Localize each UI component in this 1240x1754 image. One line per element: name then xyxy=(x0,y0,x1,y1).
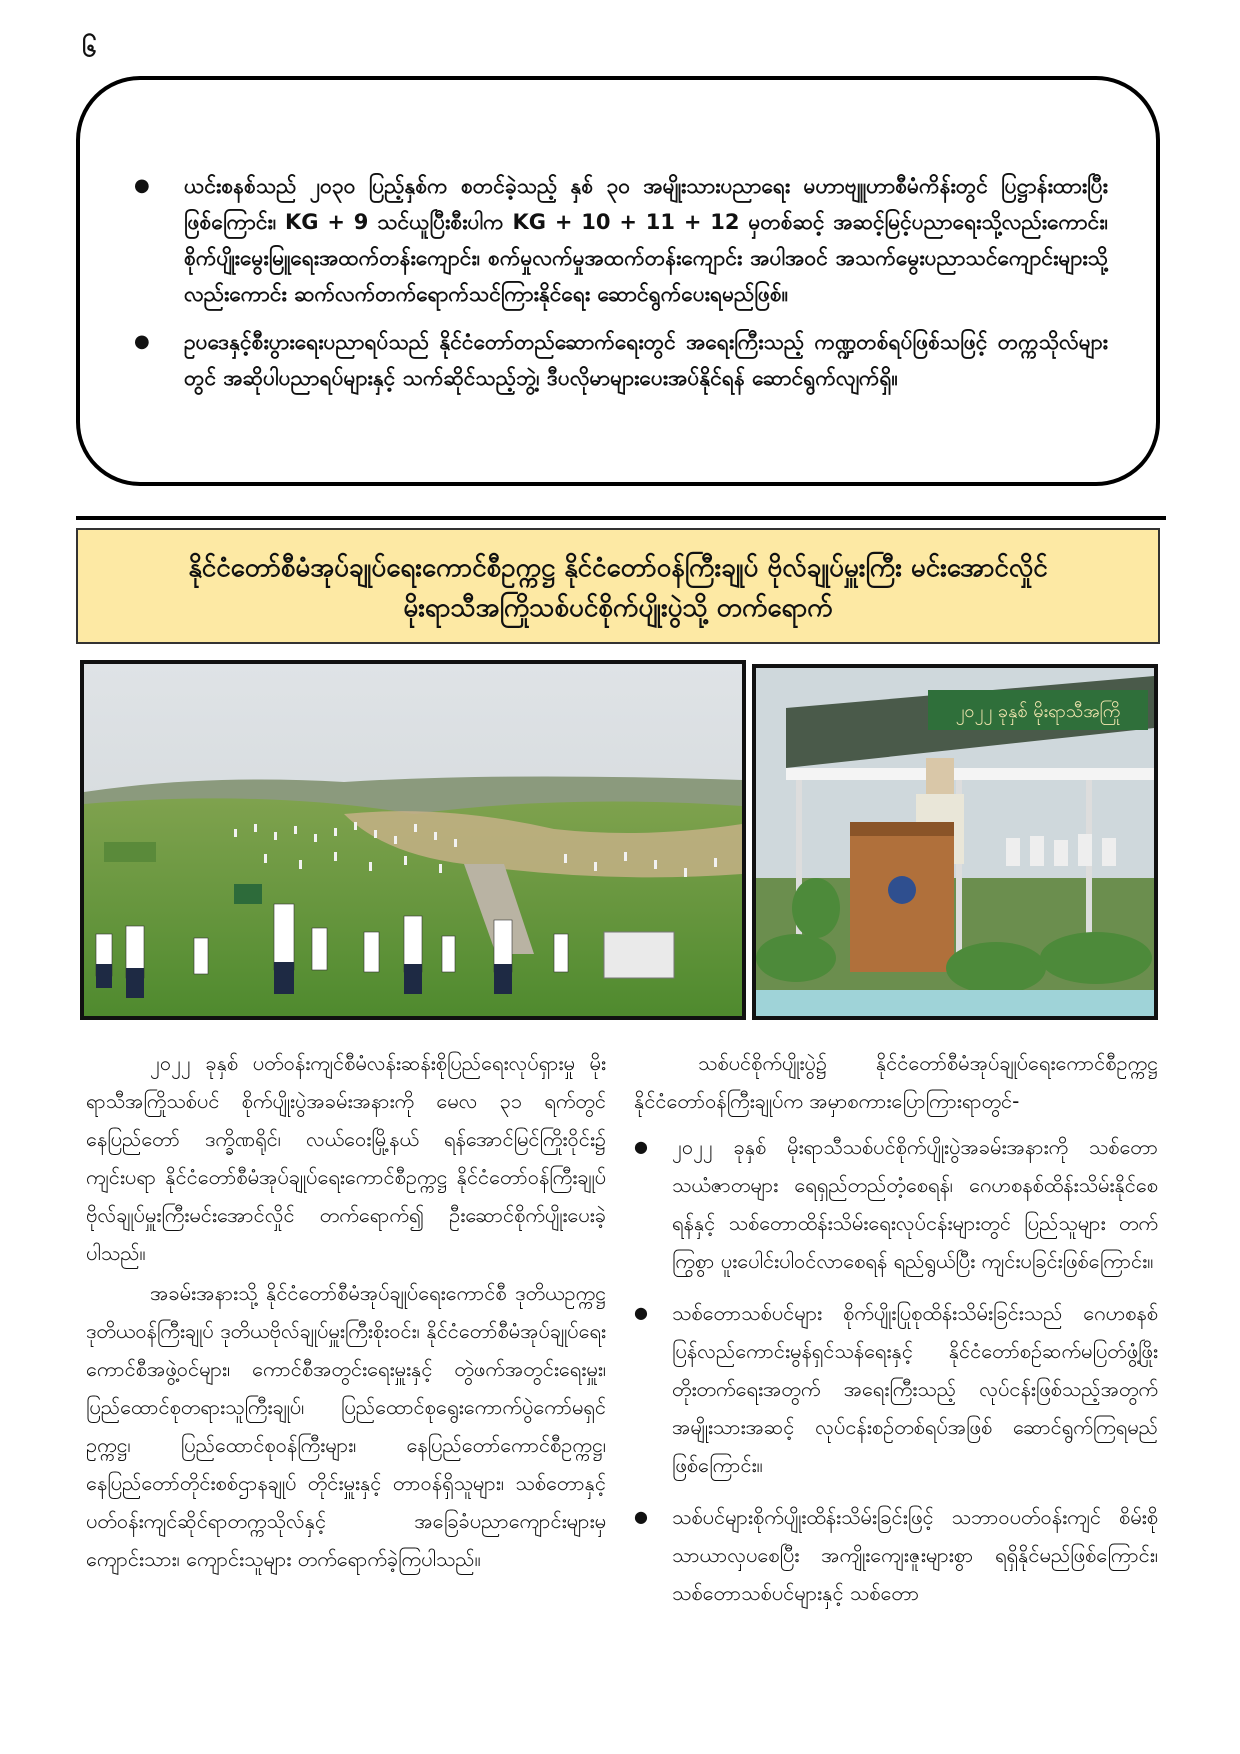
right-column xyxy=(634,1044,1158,1626)
podium-photo-illustration xyxy=(756,668,1154,1016)
photo-tree-planting-field xyxy=(80,660,746,1020)
page-number: ၆ xyxy=(82,33,97,63)
section-divider xyxy=(76,516,1166,520)
summary-bullet: ● ဥပဒေနှင့်စီးပွားရေးပညာရပ်သည် နိုင်ငံတော်တည်ဆောက်ရေးတွင် အရေးကြီးသည့် ကဏ္ဍတစ်ရပ်ဖြစ်သဖြင့် တက္ကသိုလ်များတွင် အဆိုပါပညာရပ်များနှင့် သက်ဆိုင်သည့်ဘွဲ့၊ ဒီပလိုမာများပေးအပ်နိုင်ရန် ဆောင်ရွက်လျက်ရှိ။ xyxy=(128,324,1108,396)
left-column xyxy=(86,1044,606,1580)
summary-bullet: ● ယင်းစနစ်သည် ၂၀၃၀ ပြည့်နှစ်က စတင်ခဲ့သည့် နှစ် ၃၀ အမျိုးသားပညာရေး မဟာဗျူဟာစီမံကိန်းတွင် ပြဋ္ဌာန်းထားပြီးဖြစ်ကြောင်း၊ KG + 9 သင်ယူပြီးစီးပါက KG + 10 + 11 + 12 မှတစ်ဆင့် အဆင့်မြင့်ပညာရေးသို့လည်းကောင်း၊ စိုက်ပျိုးမွေးမြူရေးအထက်တန်းကျောင်း၊ စက်မှုလက်မှုအထက်တန်းကျောင်း အပါအဝင် အသက်မွေးပညာသင်ကျောင်းများသို့လည်းကောင်း ဆက်လက်တက်ရောက်သင်ကြားနိုင်ရေး ဆောင်ရွက်ပေးရမည်ဖြစ်။ xyxy=(128,168,1108,312)
photo-speaker-podium xyxy=(752,664,1158,1020)
headline-line-1: နိုင်ငံတော်စီမံအုပ်ချုပ်ရေးကောင်စီဥက္ကဋ္ဌ နိုင်ငံတော်ဝန်ကြီးချုပ် ဗိုလ်ချုပ်မှူးကြီး မင်းအောင်လှိုင် xyxy=(188,553,1048,583)
body-paragraph: ၂၀၂၂ ခုနှစ် ပတ်ဝန်းကျင်စီမံလန်းဆန်းစိုပြည်ရေးလုပ်ရှားမှု မိုးရာသီအကြိုသစ်ပင် စိုက်ပျိုးပွဲအခမ်းအနားကို မေလ ၃၁ ရက်တွင် နေပြည်တော် ဒက္ခိဏရိုင်၊ လယ်ဝေးမြို့နယ် ရန်အောင်မြင်ကြိုးဝိုင်း၌ ကျင်းပရာ နိုင်ငံတော်စီမံအုပ်ချုပ်ရေးကောင်စီဥက္ကဋ္ဌ နိုင်ငံတော်ဝန်ကြီးချုပ် ဗိုလ်ချုပ်မှူးကြီးမင်းအောင်လှိုင် တက်ရောက်၍ ဦးဆောင်စိုက်ပျိုးပေးခဲ့ပါသည်။ xyxy=(86,1051,606,1265)
article-headline xyxy=(76,528,1160,644)
summary-box xyxy=(76,76,1160,486)
speech-bullet: ● ၂၀၂၂ ခုနှစ် မိုးရာသီသစ်ပင်စိုက်ပျိုးပွဲအခမ်းအနားကို သစ်တောသယံဇာတများ ရေရှည်တည်တံ့စေရန်၊ ဂေဟစနစ်ထိန်းသိမ်းနိုင်စေရန်နှင့် သစ်တောထိန်းသိမ်းရေးလုပ်ငန်းများတွင် ပြည်သူများ တက်ကြွစွာ ပူးပေါင်းပါဝင်လာစေရန် ရည်ရွယ်ပြီး ကျင်းပခြင်းဖြစ်ကြောင်း။ xyxy=(634,1128,1158,1280)
speech-bullet: ● သစ်တောသစ်ပင်များ စိုက်ပျိုးပြုစုထိန်းသိမ်းခြင်းသည် ဂေဟစနစ် ပြန်လည်ကောင်းမွန်ရှင်သန်ရေးနှင့် နိုင်ငံတော်စဉ်ဆက်မပြတ်ဖွံ့ဖြိုးတိုးတက်ရေးအတွက် အရေးကြီးသည့် လုပ်ငန်းဖြစ်သည့်အတွက် အမျိုးသားအဆင့် လုပ်ငန်းစဉ်တစ်ရပ်အဖြစ် ဆောင်ရွက်ကြရမည်ဖြစ်ကြောင်း။ xyxy=(634,1294,1158,1484)
body-paragraph-intro: သစ်ပင်စိုက်ပျိုးပွဲ၌ နိုင်ငံတော်စီမံအုပ်ချုပ်ရေးကောင်စီဥက္ကဋ္ဌ နိုင်ငံတော်ဝန်ကြီးချုပ်က အမှာစကားပြောကြားရာတွင်- xyxy=(634,1051,1158,1113)
field-photo-illustration xyxy=(84,664,742,1016)
speech-bullet: ● သစ်ပင်များစိုက်ပျိုးထိန်းသိမ်းခြင်းဖြင့် သဘာဝပတ်ဝန်းကျင် စိမ်းစိုသာယာလှပစေပြီး အကျိုးကျေးဇူးများစွာ ရရှိနိုင်မည်ဖြစ်ကြောင်း၊ သစ်တောသစ်ပင်များနှင့် သစ်တော xyxy=(634,1498,1158,1612)
headline-line-2: မိုးရာသီအကြိုသစ်ပင်စိုက်ပျိုးပွဲသို့ တက်ရောက် xyxy=(403,593,833,623)
body-paragraph: အခမ်းအနားသို့ နိုင်ငံတော်စီမံအုပ်ချုပ်ရေးကောင်စီ ဒုတိယဥက္ကဋ္ဌ ဒုတိယဝန်ကြီးချုပ် ဒုတိယဗိုလ်ချုပ်မှူးကြီးစိုးဝင်း၊ နိုင်ငံတော်စီမံအုပ်ချုပ်ရေးကောင်စီအဖွဲ့ဝင်များ၊ ကောင်စီအတွင်းရေးမှူးနှင့် တွဲဖက်အတွင်းရေးမှူး၊ ပြည်ထောင်စုတရားသူကြီးချုပ်၊ ပြည်ထောင်စုရွေးကောက်ပွဲကော်မရှင်ဥက္ကဋ္ဌ၊ ပြည်ထောင်စုဝန်ကြီးများ၊ နေပြည်တော်ကောင်စီဥက္ကဋ္ဌ၊ နေပြည်တော်တိုင်းစစ်ဌာနချုပ် တိုင်းမှူးနှင့် တာဝန်ရှိသူများ၊ သစ်တောနှင့် ပတ်ဝန်းကျင်ဆိုင်ရာတက္ကသိုလ်နှင့် အခြေခံပညာကျောင်းများမှ ကျောင်းသား၊ ကျောင်းသူများ တက်ရောက်ခဲ့ကြပါသည်။ xyxy=(86,1281,606,1571)
photo-banner-text: ၂၀၂၂ ခုနှစ် မိုးရာသီအကြို xyxy=(955,701,1121,722)
